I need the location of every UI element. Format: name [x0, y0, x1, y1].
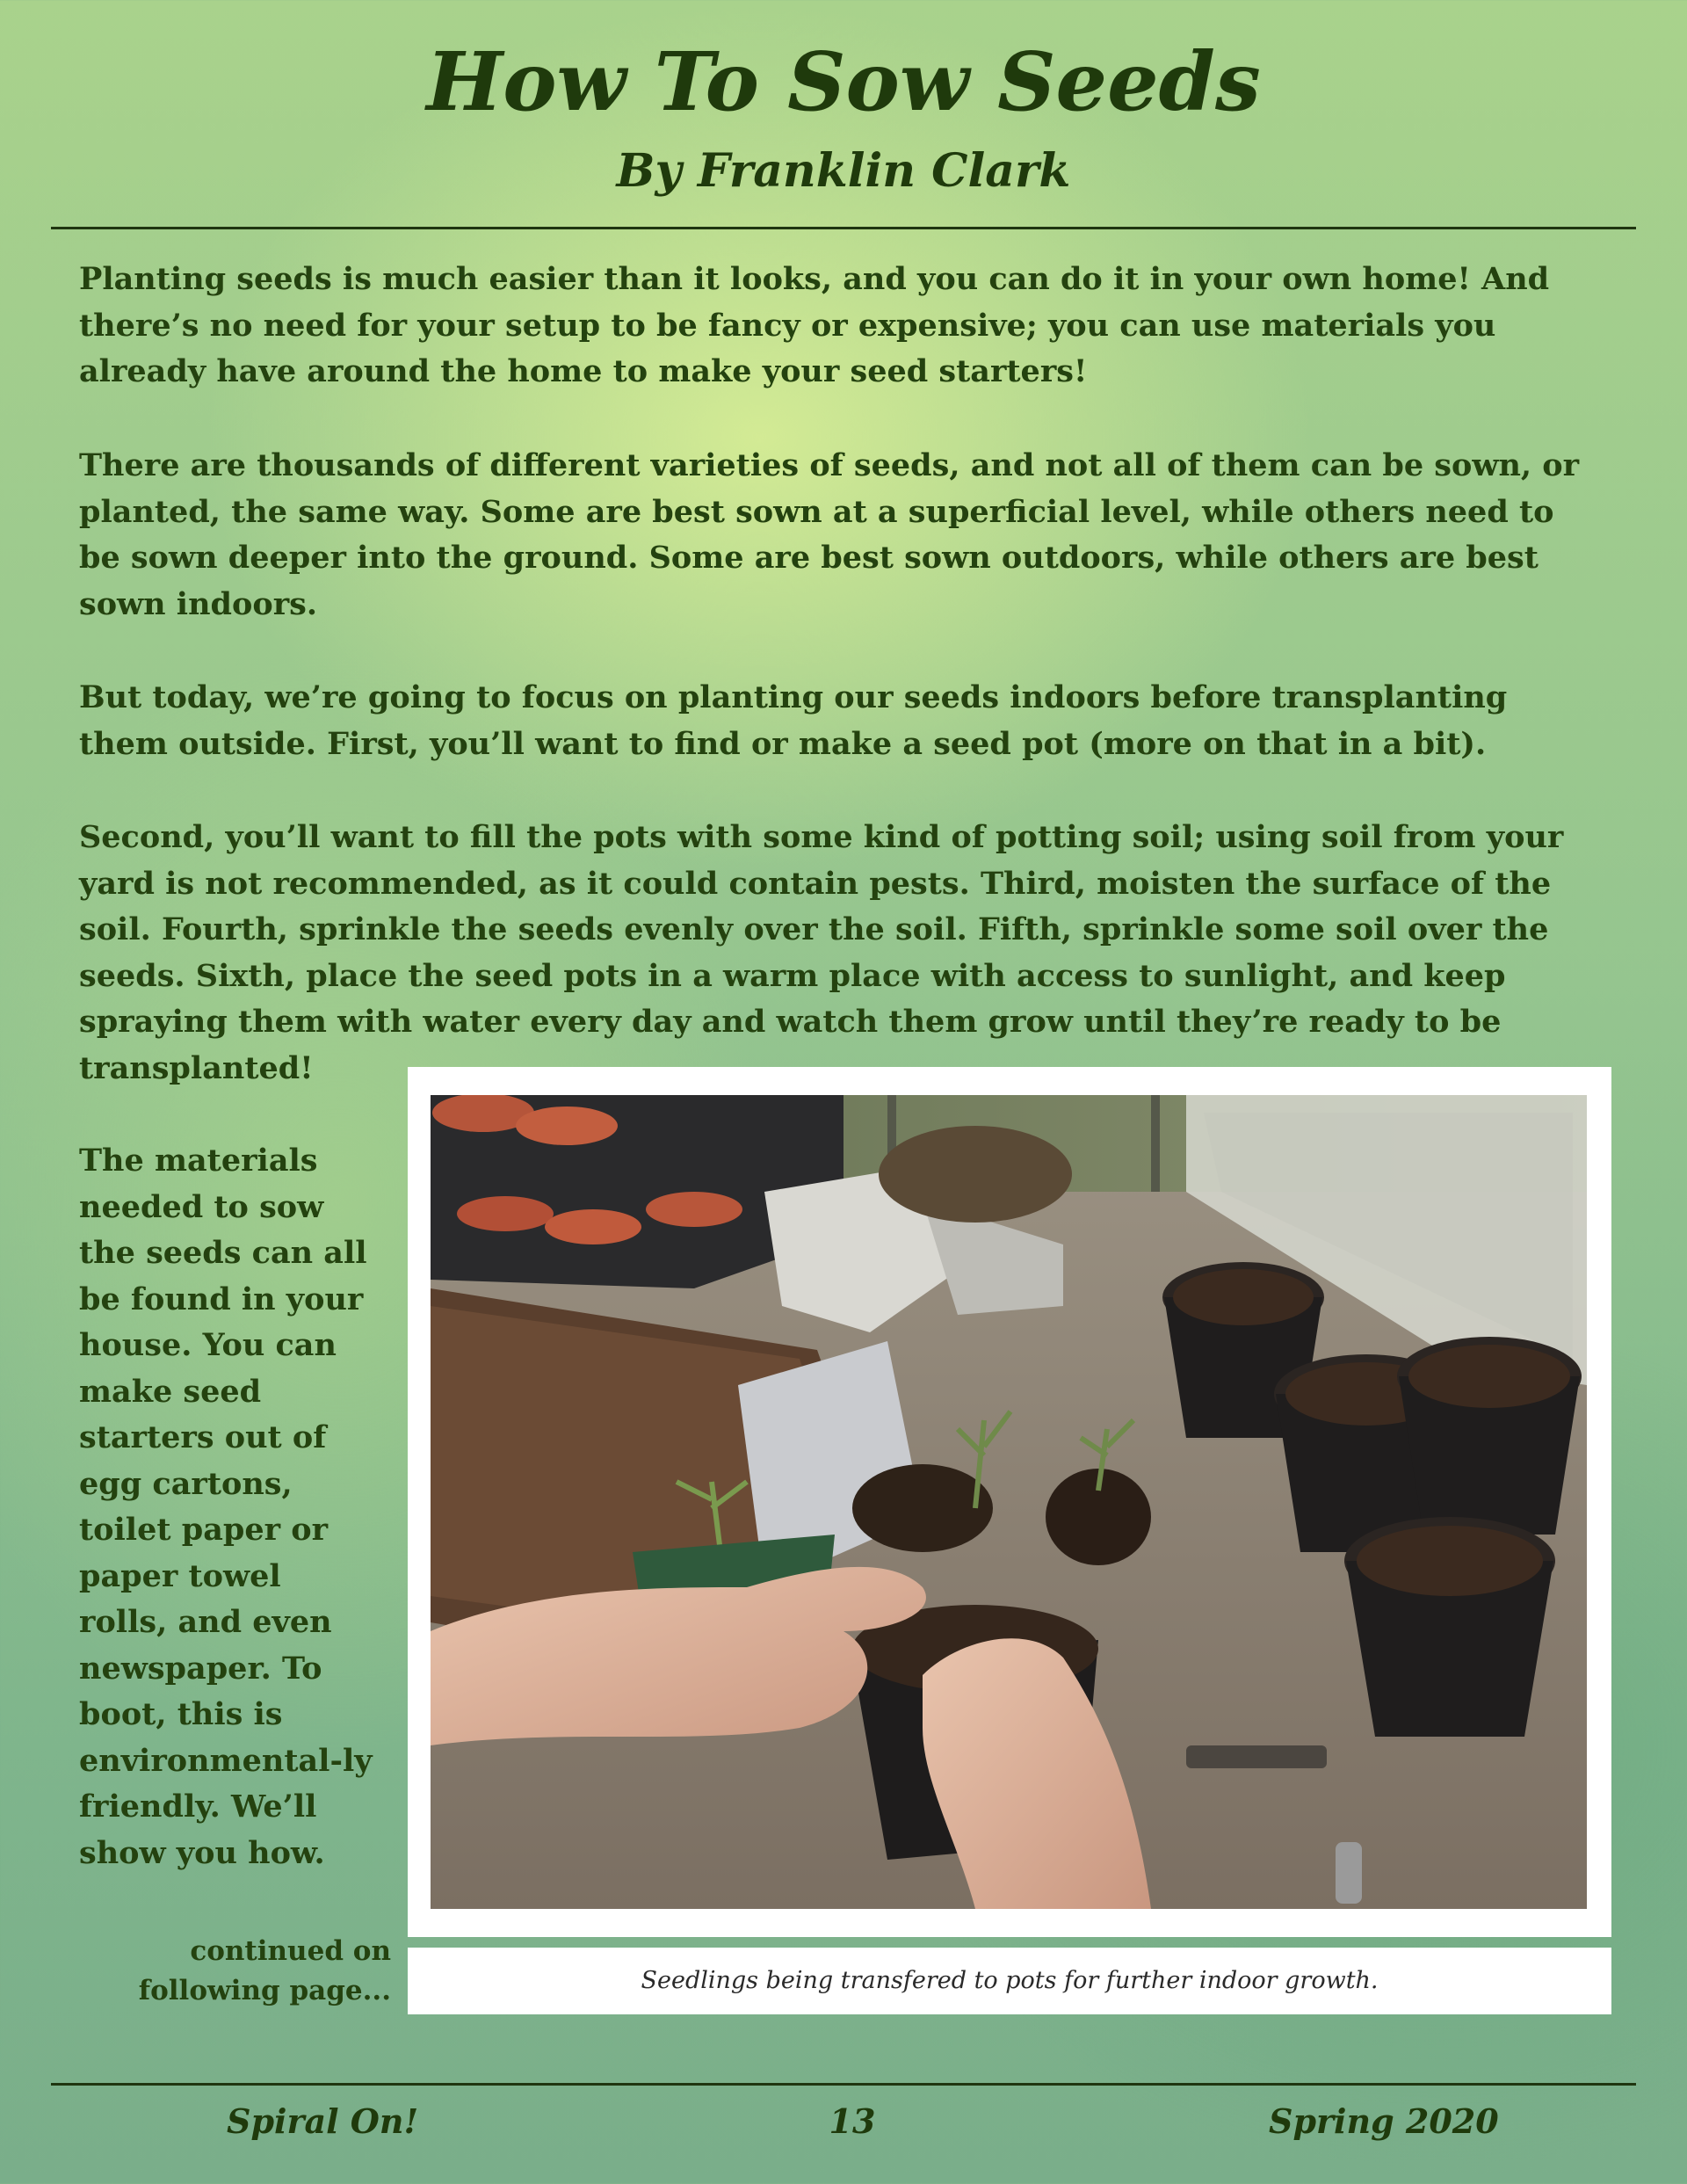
footer-issue: Spring 2020 — [1269, 2101, 1499, 2141]
paragraph-indoors: But today, we’re going to focus on planting our seeds indoors before transplanting them outside. First, you’ll want to find or make a seed pot (more on that in a bit). — [79, 679, 1508, 762]
paragraph-intro: Planting seeds is much easier than it looks, and you can do it in your own home! And there’s no need for your setup to be fancy or expensive; you can use materials you already have around the home to make your seed starters! — [79, 261, 1550, 389]
header-divider — [51, 227, 1636, 229]
sidebar-materials-text: The materials needed to sow the seeds can all be found in your house. You can make seed starters out of egg cartons, toilet paper or paper towel rolls, and even newspaper. To boot, this is environmental-ly friendly. We’ll show you how. — [79, 1143, 373, 1871]
article-byline: By Franklin Clark — [616, 144, 1071, 198]
footer-divider — [51, 2083, 1636, 2086]
footer-publication: Spiral On! — [227, 2101, 419, 2141]
article-title: How To Sow Seeds — [426, 34, 1261, 129]
continued-note: continued on following page... — [138, 1935, 391, 2006]
seedlings-photo — [431, 1095, 1587, 1909]
footer-page-number: 13 — [829, 2101, 876, 2141]
photo-caption: Seedlings being transfered to pots for further indoor growth. — [641, 1967, 1379, 1994]
paragraph-steps: Second, you’ll want to fill the pots with some kind of potting soil; using soil from your yard is not recommended, as it could contain pests. Third, moisten the surface of the soil. Fourth, sprinkle the seeds evenly over the soil. Fifth, sprinkle some soil over the seeds. Sixth, place the seed pots in a warm place with access to sunlight, and keep spraying them with water every day and watch them grow until they’re ready to be transplanted! — [79, 819, 1564, 1086]
paragraph-varieties: There are thousands of different varieties of seeds, and not all of them can be sown, or planted, the same way. Some are best sown at a superficial level, while others need to be sown deeper into the ground. Some are best sown outdoors, while others are best sown indoors. — [79, 447, 1580, 622]
caption-box — [408, 1948, 1611, 2014]
